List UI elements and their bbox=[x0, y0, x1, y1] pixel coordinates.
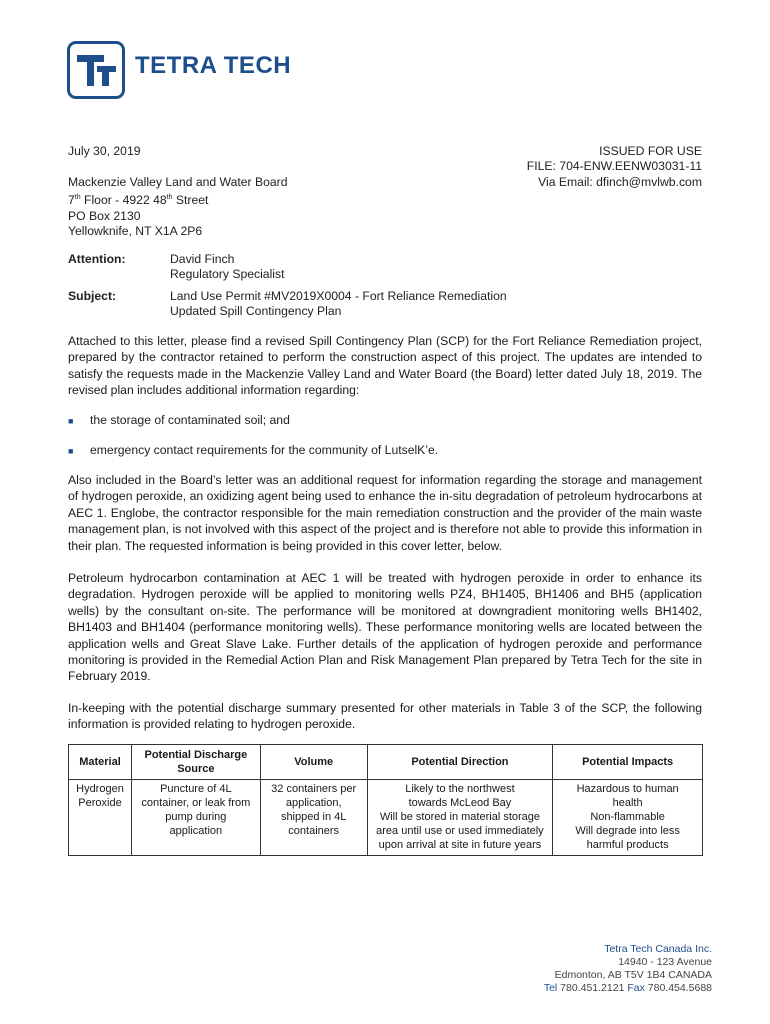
bullet-item-1: the storage of contaminated soil; and bbox=[90, 413, 290, 427]
fax-number: 780.454.5688 bbox=[647, 982, 712, 994]
tt-monogram-icon bbox=[70, 44, 122, 96]
street-suffix: th bbox=[166, 194, 173, 202]
bullet-icon: ■ bbox=[68, 416, 74, 426]
footer-address-2: Edmonton, AB T5V 1B4 CANADA bbox=[554, 969, 712, 981]
subject-line-2: Updated Spill Contingency Plan bbox=[170, 304, 342, 319]
attention-block bbox=[170, 252, 284, 283]
footer-phone bbox=[544, 982, 712, 995]
table-header-row bbox=[69, 745, 703, 780]
paragraph-intro: Attached to this letter, please find a revised Spill Contingency Plan (SCP) for the Fort Reliance Remediation project, prepared by the contractor retained to perform the construction aspect of this project. The updates are intended to satisfy the requests made in the Mackenzie Valley Land and Water Board (the Board) letter dated July 18, 2019. The revised plan includes additional information regarding: bbox=[68, 334, 702, 398]
floor-street-number: Floor - 4922 48 bbox=[80, 193, 167, 208]
issue-block bbox=[402, 144, 702, 190]
subject-block bbox=[170, 289, 507, 320]
cell-material: Hydrogen Peroxide bbox=[69, 780, 132, 856]
footer-company: Tetra Tech Canada Inc. bbox=[604, 943, 712, 955]
header-source: Potential Discharge Source bbox=[131, 745, 260, 780]
discharge-table bbox=[68, 744, 703, 856]
impacts-line-1: Hazardous to human health bbox=[576, 783, 679, 809]
table-row bbox=[69, 780, 703, 856]
letter-date: July 30, 2019 bbox=[68, 144, 141, 158]
cell-direction bbox=[367, 780, 553, 856]
paragraph-board-request: Also included in the Board’s letter was an additional request for information regarding the storage and management of hydrogen peroxide, an oxidizing agent being used to enhance the in-situ degradation of petroleum hydrocarbons at AEC 1. Englobe, the contractor responsible for the main remediation construction and the provider of the main waste management plan, is not involved with this aspect of the project and is therefore not able to provide this information in their plan. The requested information is being provided in this cover letter, below. bbox=[68, 473, 702, 553]
paragraph-treatment: Petroleum hydrocarbon contamination at AEC 1 will be treated with hydrogen peroxide in order to enhance its degradation. Hydrogen peroxide will be applied to monitoring wells PZ4, BH1405, BH1406 and BH5 (application wells) by the consultant on-site. The performance will be monitored at downgradient monitoring wells BH1402, BH1403 and BH1404 (performance monitoring wells). These performance monitoring wells are located between the application wells and Great Slave Lake. Further details of the application of hydrogen peroxide and performance monitoring is provided in the Remedial Action Plan and Risk Management Plan prepared by Tetra Tech for the site in February 2019. bbox=[68, 571, 702, 684]
floor-suffix: th bbox=[74, 194, 81, 202]
cell-source: Puncture of 4L container, or leak from pump during application bbox=[131, 780, 260, 856]
recipient-address bbox=[68, 175, 388, 240]
subject-label: Subject: bbox=[68, 289, 117, 303]
tel-label: Tel bbox=[543, 982, 558, 994]
recipient-org: Mackenzie Valley Land and Water Board bbox=[68, 175, 288, 189]
street-word: Street bbox=[172, 193, 209, 208]
attention-name: David Finch bbox=[170, 252, 235, 266]
fax-label: Fax bbox=[627, 982, 645, 994]
subject-line-1: Land Use Permit #MV2019X0004 - Fort Reliance Remediation bbox=[170, 289, 507, 303]
issue-status: ISSUED FOR USE bbox=[599, 144, 702, 158]
brand-name: TETRA TECH bbox=[135, 52, 292, 79]
bullet-icon: ■ bbox=[68, 446, 74, 456]
attention-title: Regulatory Specialist bbox=[170, 267, 285, 282]
impacts-line-2: Non-flammable bbox=[590, 811, 665, 823]
header-material: Material bbox=[69, 745, 132, 780]
recipient-floor bbox=[68, 190, 388, 208]
recipient-city: Yellowknife, NT X1A 2P6 bbox=[68, 224, 203, 239]
cell-impacts bbox=[553, 780, 703, 856]
floor-number: 7 bbox=[68, 193, 75, 208]
direction-line-1: Likely to the northwest towards McLeod Bay bbox=[405, 783, 515, 809]
tel-number: 780.451.2121 bbox=[560, 982, 625, 994]
header-volume: Volume bbox=[260, 745, 367, 780]
email-line: Via Email: dfinch@mvlwb.com bbox=[538, 174, 702, 189]
bullet-item-2: emergency contact requirements for the community of LutselK’e. bbox=[90, 443, 439, 457]
impacts-line-3: Will degrade into less harmful products bbox=[575, 825, 680, 851]
file-number: FILE: 704-ENW.EENW03031-11 bbox=[526, 159, 702, 174]
cell-volume: 32 containers per application, shipped in 4L containers bbox=[260, 780, 367, 856]
header-direction: Potential Direction bbox=[367, 745, 553, 780]
paragraph-table-intro: In-keeping with the potential discharge summary presented for other materials in Table 3 of the SCP, the following information is provided relating to hydrogen peroxide. bbox=[68, 701, 702, 732]
direction-line-2: Will be stored in material storage area until use or used immediately upon arrival at site in future years bbox=[376, 811, 544, 851]
header-impacts: Potential Impacts bbox=[553, 745, 703, 780]
footer-address bbox=[544, 943, 712, 995]
tetra-tech-logo-icon bbox=[67, 41, 125, 99]
recipient-po-box: PO Box 2130 bbox=[68, 208, 141, 223]
attention-label: Attention: bbox=[68, 252, 126, 266]
footer-address-1: 14940 - 123 Avenue bbox=[618, 956, 712, 968]
